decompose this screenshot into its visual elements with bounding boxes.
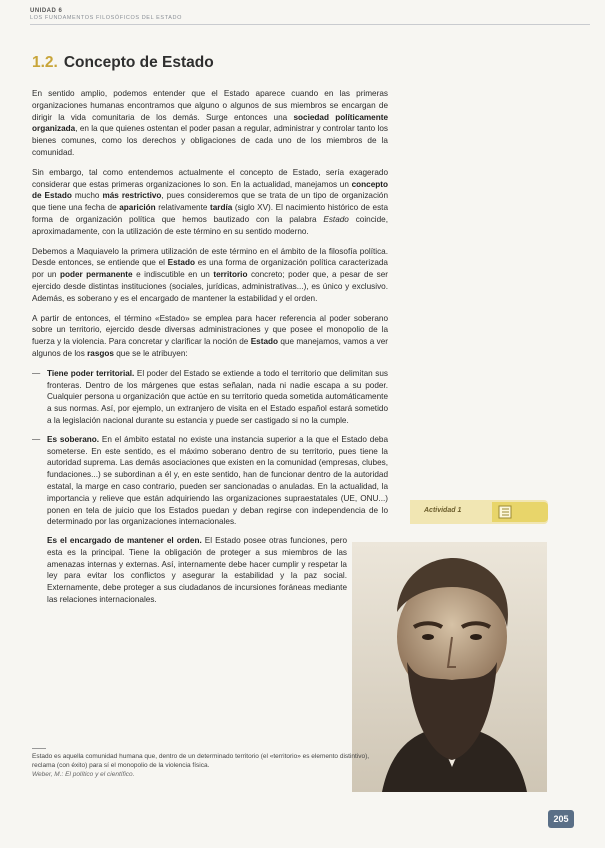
p2-text-e: relativamente (155, 203, 211, 213)
p4-text-c: que manejamos, vamos a ver algunos de los (32, 337, 389, 358)
list-item (32, 368, 388, 427)
p2-term-concepto: concepto de Estado (32, 179, 388, 201)
footnote (32, 752, 372, 779)
p1-text-c: , en la que quienes ostentan el poder pasan a regular, administrar y controlar tanto los bienes comunes, como los derechos y obligaciones de cada uno de los miembros de la comunidad. (32, 124, 388, 157)
p3-text-d: e indiscutible en un (132, 270, 214, 280)
page-header (30, 8, 590, 25)
paragraph-1 (32, 88, 388, 159)
p4-term-rasgos: rasgos (87, 348, 114, 358)
list-dash: — (32, 434, 41, 444)
list-item-text: El Estado posee otras funciones, pero esta es la principal. Tiene la obligación de proteger a sus miembros de las amenazas internas y externas. Así, internamente debe hacer cumplir y respetar la ley para evitar los conflictos y asegurar la estabilidad y la paz social. Externamente, debe proteger a sus ciudadanos de incursiones foráneas mediante las relaciones internacionales. (47, 536, 348, 605)
portrait-illustration (352, 542, 547, 792)
list-item (32, 434, 388, 528)
p2-text-d: , pues consideremos que se trata de un tipo de organización que tiene una fecha de (32, 191, 389, 213)
p2-term-tardia: tardía (210, 203, 233, 213)
page-number: 205 (548, 810, 574, 828)
p3-text-a: Debemos a Maquiavelo la primera utilización de este término en el ámbito de la filosofía política. Desde entonces, se entiende que el (32, 246, 388, 268)
portrait-image (352, 542, 547, 792)
activity-label: Actividad 1 (424, 507, 462, 514)
section-title-text: Concepto de Estado (63, 54, 214, 71)
p3-term-territorio: territorio (213, 270, 248, 280)
list-item-title: Es soberano. (47, 434, 100, 444)
paragraph-4 (32, 313, 388, 360)
p1-text-a: En sentido amplio, podemos entender que el Estado aparece cuando en las primeras organizaciones humanas encontramos que alguno o algunos de sus miembros se encargan de dirigir la vida comunitaria de los demás. Surge entonces una (32, 89, 388, 122)
p2-term-restrictivo: más restrictivo (102, 191, 162, 201)
list-item-text: En el ámbito estatal no existe una instancia superior a la que el Estado deba someterse. En este sentido, es el máximo soberano dentro de su territorio, pues tiene la autoridad suprema. Las demás asociaciones que existen en la comunidad (empresas, clubes, fundaciones...) se subordinan a él y, en este sentido, han de funcionar dentro de la autoridad estatal, la marge en caso contrario, pueden ser sancionadas o anuladas. En la actualidad, la importancia y relieve que están adquiriendo las organizaciones supraestatales (UE, ONU...) ponen en tela de juicio que los Estados puedan y deban regirse con independencia de lo determinado por las organizaciones internacionales. (47, 434, 389, 527)
section-number: 1.2. (32, 54, 58, 71)
unit-subtitle: LOS FUNDAMENTOS FILOSÓFICOS DEL ESTADO (30, 15, 182, 21)
p2-term-aparicion: aparición (119, 203, 156, 213)
list-dash: — (32, 368, 41, 378)
footnote-source: Weber, M.: El político y el científico. (32, 771, 135, 778)
section-title (32, 54, 214, 72)
list-item-text: El poder del Estado se extiende a todo el territorio que delimitan sus fronteras. Dentro de los márgenes que estas señalan, nada ni nadie escapa a su poder. Cualquier persona u organización que actúe en su territorio queda sometida automáticamente a sus normas. Así, por ejemplo, un extranjero de visita en el Estado español estará sometido a la legislación nacional durante su estancia y puede ser castigado si no la cumple. (47, 368, 389, 425)
header-divider (30, 24, 590, 25)
paragraph-2 (32, 167, 388, 238)
p3-term-estado: Estado (167, 258, 195, 268)
list-item-title: Es el encargado de mantener el orden. (47, 536, 202, 546)
footnote-quote: Estado es aquella comunidad humana que, dentro de un determinado territorio (el «territorio» es elemento distintivo), reclama (con éxito) para sí el monopolio de la violencia física. (32, 753, 370, 769)
p4-text-d: que se le atribuyen: (113, 348, 188, 358)
p4-text-a: A partir de entonces, el término «Estado» se emplea para hacer referencia al poder soberano sobre un territorio, ejercido desde diversas administraciones y que posee el monopolio de la fuerza y la violencia. Para concretar y clarificar la noción de (32, 313, 388, 347)
p2-term-estado-italic: Estado (323, 214, 349, 224)
p2-text-f: (siglo XV). El nacimiento histórico de esta forma de organización política que hemos bautizado con la palabra (32, 203, 389, 224)
p1-term-sociedad: sociedad políticamente organizada (32, 112, 388, 134)
p3-text-c: es una forma de organización política caracterizada por un (32, 258, 388, 280)
p4-term-estado: Estado (250, 337, 279, 347)
activity-icon-box (492, 502, 548, 522)
p3-term-poder: poder permanente (59, 270, 133, 280)
list-item-title: Tiene poder territorial. (47, 368, 135, 378)
p2-text-a: Sin embargo, tal como entendemos actualmente el concepto de Estado, sería exagerado considerar que estas primeras organizaciones lo son. En la actualidad, manejamos un (32, 167, 388, 189)
paragraph-3 (32, 246, 388, 305)
list-item (32, 535, 347, 606)
p3-text-e: concreto; poder que, a pesar de ser ejercido desde distintas instituciones (sociales, jurídicas, administrativas...), es único y exclusivo. Además, es soberano y es el encargado de mantener la estabilidad y el orden. (32, 270, 388, 303)
p2-text-c: mucho (71, 191, 103, 201)
p2-text-g: coincide, aproximadamente, con la utilización de este término en su sentido moderno. (32, 214, 389, 236)
body-text-column (32, 88, 388, 613)
activity-tab[interactable] (410, 500, 548, 524)
footnote-divider (32, 748, 46, 749)
unit-label: UNIDAD 6 (30, 8, 63, 14)
activity-book-icon (498, 505, 512, 519)
